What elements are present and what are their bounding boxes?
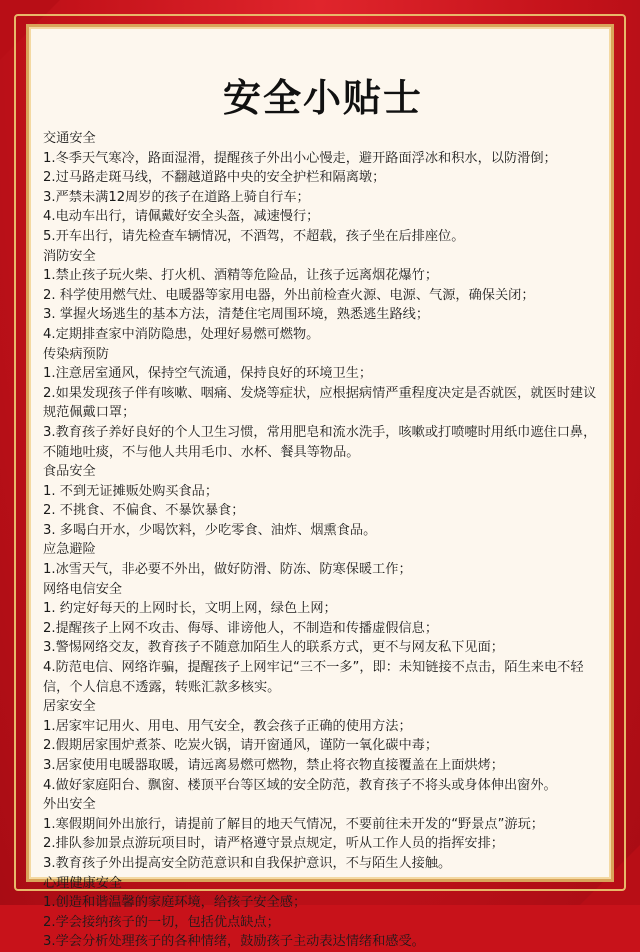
section-heading: 交通安全: [43, 131, 96, 146]
tip-item: 1.禁止孩子玩火柴、打火机、酒精等危险品，让孩子远离烟花爆竹；: [43, 268, 439, 284]
tips-section: [43, 345, 603, 463]
tip-item: 4.做好家庭阳台、飘窗、楼顶平台等区域的安全防范，教育孩子不将头或身体伸出窗外。: [43, 777, 557, 793]
tip-item: 3. 掌握火场逃生的基本方法，清楚住宅周围环境，熟悉逃生路线；: [43, 307, 430, 323]
tip-item: 1.寒假期间外出旅行，请提前了解目的地天气情况，不要前往未开发的“野景点”游玩；: [43, 816, 544, 832]
tips-section: [43, 462, 603, 540]
page-title: 安全小贴士: [222, 76, 423, 120]
tip-item: 3.学会分析处理孩子的各种情绪，鼓励孩子主动表达情绪和感受。: [43, 934, 425, 950]
tip-item: 1.冬季天气寒冷，路面湿滑，提醒孩子外出小心慢走，避开路面浮冰和积水，以防滑倒；: [43, 150, 557, 166]
tips-section: [43, 795, 603, 873]
tips-content: [43, 129, 603, 952]
tip-item: 2. 科学使用燃气灶、电暖器等家用电器，外出前检查火源、电源、气源，确保关闭；: [43, 287, 535, 303]
tip-item: 1.冰雪天气，非必要不外出，做好防滑、防冻、防寒保暖工作；: [43, 562, 412, 578]
tip-item: 4.定期排查家中消防隐患，处理好易燃可燃物。: [43, 326, 320, 342]
tips-section: [43, 580, 603, 698]
tip-item: 1. 不到无证摊贩处购买食品；: [43, 483, 219, 499]
tip-item: 1.注意居室通风，保持空气流通，保持良好的环境卫生；: [43, 366, 373, 382]
tip-item: 2.提醒孩子上网不攻击、侮辱、诽谤他人，不制造和传播虚假信息；: [43, 620, 439, 636]
section-heading: 应急避险: [43, 542, 96, 558]
tip-item: 3.严禁未满12周岁的孩子在道路上骑自行车；: [43, 189, 310, 205]
tip-item: 1. 约定好每天的上网时长，文明上网，绿色上网；: [43, 601, 337, 617]
tip-item: 1.创造和谐温馨的家庭环境，给孩子安全感；: [43, 895, 307, 911]
tip-item: 3.居家使用电暖器取暖，请远离易燃可燃物，禁止将衣物直接覆盖在上面烘烤；: [43, 758, 504, 773]
tip-item: 2.过马路走斑马线，不翻越道路中央的安全护栏和隔离墩；: [43, 170, 386, 186]
tip-item: 3.教育孩子外出提高安全防范意识和自我保护意识，不与陌生人接触。: [43, 855, 452, 871]
tip-item: 1.居家牢记用火、用电、用气安全，教会孩子正确的使用方法；: [43, 718, 412, 734]
tips-section: [43, 129, 603, 247]
tip-item: 3.教育孩子养好良好的个人卫生习惯，常用肥皂和流水洗手，咳嗽或打喷嚏时用纸巾遮住口鼻，不随地吐痰，不与他人共用毛巾、水杯、餐具等物品。: [43, 424, 597, 460]
tip-item: 2.假期居家围炉煮茶、吃炭火锅，请开窗通风，谨防一氧化碳中毒；: [43, 738, 439, 754]
tip-item: 3.警惕网络交友，教育孩子不随意加陌生人的联系方式，更不与网友私下见面；: [43, 640, 504, 656]
tip-item: 2.学会接纳孩子的一切，包括优点缺点；: [43, 914, 280, 930]
section-heading: 心理健康安全: [43, 875, 123, 891]
tips-section: [43, 697, 603, 795]
section-heading: 消防安全: [43, 248, 96, 264]
tip-item: 2.如果发现孩子伴有咳嗽、咽痛、发烧等症状，应根据病情严重程度决定是否就医，就医时建议规范佩戴口罩；: [43, 385, 597, 421]
tips-card: [26, 24, 614, 950]
section-heading: 外出安全: [43, 797, 96, 813]
section-heading: 居家安全: [43, 699, 96, 715]
tips-section: [43, 874, 603, 952]
tip-item: 2.排队参加景点游玩项目时，请严格遵守景点规定，听从工作人员的指挥安排；: [43, 836, 504, 852]
tips-section: [43, 540, 603, 579]
tip-item: 3. 多喝白开水，少喝饮料，少吃零食、油炸、烟熏食品。: [43, 522, 377, 538]
tip-item: 2. 不挑食、不偏食、不暴饮暴食；: [43, 503, 245, 519]
tip-item: 5.开车出行，请先检查车辆情况，不酒驾，不超载，孩子坐在后排座位。: [43, 228, 465, 244]
section-heading: 食品安全: [43, 464, 96, 480]
tip-item: 4.防范电信、网络诈骗，提醒孩子上网牢记“三不一多”，即：未知链接不点击，陌生来电不轻信，个人信息不透露，转账汇款多核实。: [43, 660, 584, 695]
tip-item: 4.电动车出行，请佩戴好安全头盔，减速慢行；: [43, 209, 320, 225]
tips-section: [43, 247, 603, 345]
section-heading: 网络电信安全: [43, 581, 123, 597]
section-heading: 传染病预防: [43, 346, 109, 362]
